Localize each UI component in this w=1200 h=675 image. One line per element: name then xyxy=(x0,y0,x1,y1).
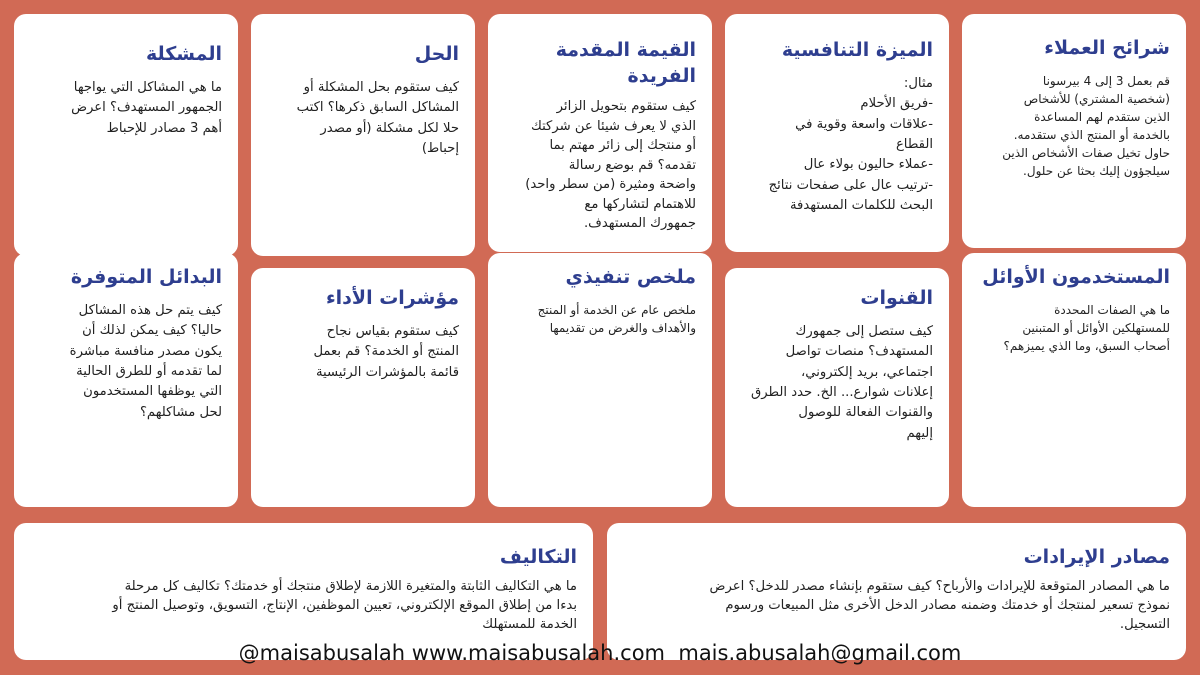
key-metrics-title: مؤشرات الأداء xyxy=(325,287,459,309)
competitive-advantage-title: الميزة التنافسية xyxy=(781,39,933,61)
card-customer-segments xyxy=(962,14,1186,248)
key-metrics-body: كيف ستقوم بقياس نجاح المنتج أو الخدمة؟ قم بعمل قائمة بالمؤشرات الرئيسية xyxy=(313,323,459,380)
card-early-adopters xyxy=(962,253,1186,507)
card-costs xyxy=(14,523,593,660)
card-alternatives xyxy=(14,253,238,507)
costs-title: التكاليف xyxy=(499,546,577,568)
alternatives-title: البدائل المتوفرة xyxy=(70,266,222,288)
contact-footer: @maisabusalah www.maisabusalah.com mais.abusalah@gmail.com xyxy=(238,641,962,665)
card-unique-value xyxy=(488,14,712,252)
card-executive-summary xyxy=(488,253,712,507)
solution-title: الحل xyxy=(414,43,459,65)
unique-value-body: كيف ستقوم بتحويل الزائر الذي لا يعرف شيئا عن شركتك أو منتجك إلى زائر مهتم بما تقدمه؟ قم بوضع رسالة واضحة ومثيرة (من سطر واحد) للاهتمام لتشاركها مع جمهورك المستهدف. xyxy=(525,99,696,232)
card-competitive-advantage xyxy=(725,14,949,252)
revenue-streams-body: ما هي المصادر المتوقعة للإيرادات والأرباح؟ كيف ستقوم بإنشاء مصدر للدخل؟ اعرض نموذج تسعير لمنتجك أو خدمتك وضمنه مصادر الدخل الأخرى مثل المبيعات ورسوم التسجيل. xyxy=(709,578,1170,632)
solution-body: كيف ستقوم بحل المشكلة أو المشاكل السابق ذكرها؟ اكتب حلا لكل مشكلة (أو مصدر إحباط) xyxy=(296,79,459,156)
channels-body: كيف ستصل إلى جمهورك المستهدف؟ منصات تواصل اجتماعي، بريد إلكتروني، إعلانات شوارع... الخ. حدد الطرق والقنوات الفعالة للوصول إليهم xyxy=(751,323,933,441)
problem-title: المشكلة xyxy=(145,43,222,65)
executive-summary-body: ملخص عام عن الخدمة أو المنتج والأهداف والغرض من تقديمها xyxy=(537,302,696,335)
alternatives-body: كيف يتم حل هذه المشاكل حاليا؟ كيف يمكن لذلك أن يكون مصدر منافسة مباشرة لما تقدمه أو للطرق الحالية التي يوظفها المستخدمون لحل مشاكلهم؟ xyxy=(69,302,222,420)
problem-body: ما هي المشاكل التي يواجها الجمهور المستهدف؟ اعرض أهم 3 مصادر للإحباط xyxy=(71,79,222,136)
revenue-streams-title: مصادر الإيرادات xyxy=(1023,546,1170,568)
competitive-advantage-body: مثال: -فريق الأحلام -علاقات واسعة وقوية في القطاع -عملاء حاليون بولاء عال -ترتيب عال على صفحات نتائج البحث للكلمات المستهدفة xyxy=(768,75,933,214)
customer-segments-body: قم بعمل 3 إلى 4 بيرسونا (شخصية المشتري) للأشخاص الذين ستقدم لهم المساعدة بالخدمة أو المنتج الذي ستقدمه. حاول تخيل صفات الأشخاص الذين سيلجؤون إليك بحثا عن حلول. xyxy=(1002,73,1170,178)
executive-summary-title: ملخص تنفيذي xyxy=(565,266,696,288)
early-adopters-body: ما هي الصفات المحددة للمستهلكين الأوائل أو المتبنين أصحاب السبق، وما الذي يميزهم؟ xyxy=(1003,302,1170,353)
customer-segments-title: شرائح العملاء xyxy=(1044,37,1170,59)
card-channels xyxy=(725,268,949,507)
card-solution xyxy=(251,14,475,256)
early-adopters-title: المستخدمون الأوائل xyxy=(982,266,1170,288)
channels-title: القنوات xyxy=(860,287,933,309)
card-revenue-streams xyxy=(607,523,1186,660)
card-key-metrics xyxy=(251,268,475,507)
unique-value-title: القيمة المقدمة الفريدة xyxy=(555,39,696,87)
costs-body: ما هي التكاليف الثابتة والمتغيرة اللازمة لإطلاق منتجك أو خدمتك؟ تكاليف كل مرحلة بدءا من إطلاق الموقع الإلكتروني، تعيين الموظفين، الإنتاج، التسويق، وتوصيل المنتج أو الخدمة للمستهلك xyxy=(112,578,577,632)
card-problem xyxy=(14,14,238,256)
